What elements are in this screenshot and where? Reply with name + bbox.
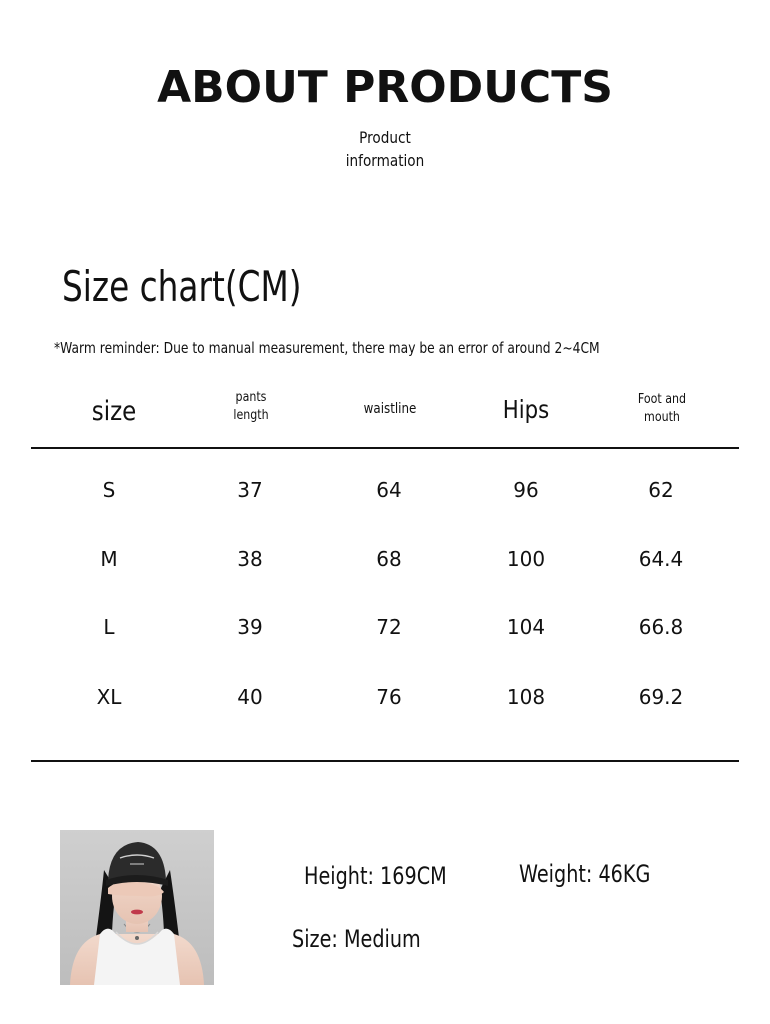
cell-hips: 96 (513, 478, 539, 502)
subtitle-line-1: Product (359, 128, 411, 147)
cell-pants-length: 39 (237, 615, 263, 639)
column-header-label: waistline (363, 401, 417, 417)
cell-hips: 100 (506, 547, 546, 571)
cell-hips: 108 (506, 685, 546, 709)
cell-waistline: 64 (376, 478, 402, 502)
measurement-reminder: *Warm reminder: Due to manual measurement, there may be an error of around 2~4CM (54, 339, 600, 357)
column-header-label: size (91, 396, 137, 427)
cell-foot-mouth: 69.2 (638, 685, 684, 709)
column-header-label: Hips (502, 395, 550, 424)
cell-pants-length: 38 (237, 547, 263, 571)
column-header-hips (475, 393, 577, 427)
table-top-rule (31, 447, 739, 449)
cell-foot-mouth: 62 (648, 478, 674, 502)
model-weight: Weight: 46KG (519, 860, 651, 888)
cell-pants-length: 40 (237, 685, 263, 709)
model-height: Height: 169CM (304, 862, 447, 890)
column-header-foot-mouth (611, 391, 713, 426)
table-bottom-rule (31, 760, 739, 762)
cell-waistline: 72 (376, 615, 402, 639)
model-size: Size: Medium (292, 925, 421, 953)
cell-pants-length: 37 (237, 478, 263, 502)
column-header-waistline (339, 400, 441, 419)
column-header-label: mouth (644, 409, 680, 425)
model-photo (60, 830, 214, 985)
cell-size: L (103, 615, 115, 639)
page-title: ABOUT PRODUCTS (157, 62, 613, 113)
cell-foot-mouth: 64.4 (638, 547, 684, 571)
column-header-size (63, 394, 165, 430)
size-chart-title: Size chart(CM) (62, 262, 302, 311)
cell-waistline: 76 (376, 685, 402, 709)
cell-size: M (100, 547, 118, 571)
column-header-pants-length (200, 389, 302, 424)
cell-waistline: 68 (376, 547, 402, 571)
cell-size: S (102, 478, 116, 502)
cell-foot-mouth: 66.8 (638, 615, 684, 639)
column-header-label: Foot and (637, 392, 687, 407)
column-header-label: pants (235, 390, 267, 405)
cell-size: XL (96, 685, 122, 709)
subtitle-line-2: information (345, 151, 425, 170)
column-header-label: length (233, 407, 269, 423)
cell-hips: 104 (506, 615, 546, 639)
